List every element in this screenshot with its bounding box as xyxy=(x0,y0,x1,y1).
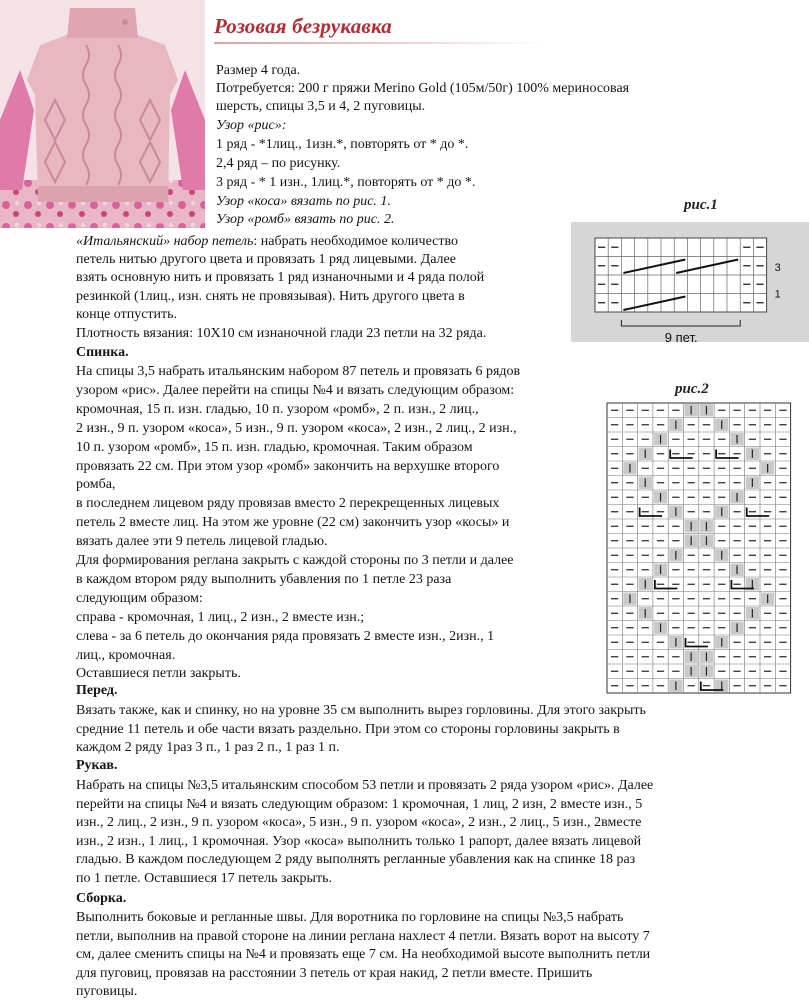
back-line: в каждом втором ряду выполнить убавления по 1 петле 23 раза xyxy=(76,571,452,587)
back-line: следующим образом: xyxy=(76,590,203,606)
assembly-line: см, далее сменить спицы на №4 и провязать еще 7 см. На необходимой высоте выполнить петли xyxy=(76,947,651,962)
back-line: в последнем лицевом ряду провязав вместо 2 перекрещенных лицевых xyxy=(76,496,500,512)
sleeve-heading: Рукав. xyxy=(76,758,118,773)
gauge-line: Плотность вязания: 10Х10 см изнаночной глади 23 петли на 32 ряда. xyxy=(76,326,487,341)
rice-row-1: 1 ряд - *1лиц., 1изн.*, повторять от * до *. xyxy=(216,137,469,152)
back-line: 2 изн., 9 п. узором «коса», 5 изн., 9 п. узором «коса», 2 изн., 2 лиц., 2 изн., xyxy=(76,420,517,436)
italian-cast-on-line-4: резинкой (1лиц., изн. снять не провязывая). Нить другого цвета в xyxy=(76,289,465,304)
materials-line-1: Потребуется: 200 г пряжи Merino Gold (105м/50г) 100% мериносовая xyxy=(216,81,630,96)
italian-cast-on-line-1 xyxy=(76,234,458,250)
rhomb-pattern-line: Узор «ромб» вязать по рис. 2. xyxy=(216,212,395,227)
back-line: справа - кромочная, 1 лиц., 2 изн., 2 вместе изн.; xyxy=(76,609,365,625)
back-line: 10 п. узором «ромб», 15 п. изн. гладью, кромочная. Таким образом xyxy=(76,439,473,455)
materials-line-2: шерсть, спицы 3,5 и 4, 2 пуговицы. xyxy=(216,99,426,114)
braid-chart xyxy=(571,222,809,342)
sleeve-line: по 1 петле. Оставшиеся 17 петель закрыть. xyxy=(76,870,332,886)
italian-cast-on-lead: «Итальянский» набор петель xyxy=(76,234,254,249)
fig1-label: рис.1 xyxy=(684,197,718,213)
rice-row-3: 3 ряд - * 1 изн., 1лиц.*, повторять от * до *. xyxy=(216,175,476,190)
italian-cast-on-line-3: взять основную нить и провязать 1 ряд изнаночными и 4 ряда полой xyxy=(76,270,485,285)
back-line: петель 2 вместе лиц. На этом же уровне (22 см) закончить узор «косы» и xyxy=(76,515,510,531)
rice-row-2: 2,4 ряд – по рисунку. xyxy=(216,156,341,171)
back-line: лиц., кромочная. xyxy=(76,647,176,663)
back-line: узором «рис». Далее перейти на спицы №4 и вязать следующим образом: xyxy=(76,382,515,398)
back-line: провязать 22 см. При этом узор «ромб» закончить на верхушке второго xyxy=(76,458,500,474)
assembly-line: петли, выполнив на правой стороне на линии реглана нахлест 4 петли. Вязать ворот на высоту 7 xyxy=(76,928,650,944)
assembly-heading: Сборка. xyxy=(76,891,127,906)
sleeve-line: Набрать на спицы №3,5 итальянским способом 53 петли и провязать 2 ряда узором «рис». Далее xyxy=(76,778,654,793)
rhomb-chart-svg xyxy=(606,402,792,694)
sleeve-line: гладью. В каждом последующем 2 ряду выполнять регланные убавления как на спинке 18 раз xyxy=(76,852,636,867)
sleeve-line: перейти на спицы №4 и вязать следующим образом: 1 кромочная, 1 лиц, 2 изн, 2 вместе изн., 5 xyxy=(76,796,643,812)
stitch-count-bracket xyxy=(621,320,740,326)
assembly-line: пуговицы. xyxy=(76,984,138,999)
back-line: слева - за 6 петель до окончания ряда провязать 2 вместе изн., 2изн., 1 xyxy=(76,628,495,644)
sleeve-line: изн., 2 лиц., 2 изн., 9 п. узором «коса», 5 изн., 9 п. узором «коса», 2 изн., 2 лиц., 5 изн., 2вместе xyxy=(76,815,642,830)
front-line: Вязать также, как и спинку, но на уровне 35 см выполнить вырез горловины. Для этого закрыть xyxy=(76,703,646,718)
braid-pattern-line: Узор «коса» вязать по рис. 1. xyxy=(216,194,391,209)
braid-chart-svg xyxy=(571,222,809,342)
back-line: вязать далее эти 9 петель лицевой гладью. xyxy=(76,534,328,550)
front-line: средние 11 петель и обе части вязать раздельно. При этом со стороны горловины закрыть в xyxy=(76,721,620,737)
pink-sweater-illustration xyxy=(0,0,205,228)
assembly-line: Выполнить боковые и регланные швы. Для воротника по горловине на спицы №3,5 набрать xyxy=(76,910,624,925)
rice-pattern-heading: Узор «рис»: xyxy=(216,118,287,133)
back-line: Оставшиеся петли закрыть. xyxy=(76,666,241,682)
italian-cast-on-line-5: конце отпустить. xyxy=(76,307,178,322)
assembly-line: для пуговиц, провязав на расстоянии 3 петель от края накид, 2 петли вместе. Пришить xyxy=(76,965,593,981)
italian-cast-on-rest: : набрать необходимое количество xyxy=(253,234,459,249)
italian-cast-on-line-2: петель нитью другого цвета и провязать 1 ряд лицевыми. Далее xyxy=(76,252,456,267)
fig2-label: рис.2 xyxy=(675,381,709,397)
row-number-1: 1 xyxy=(774,288,781,301)
stitch-count-label: 9 пет. xyxy=(664,330,698,342)
back-line: На спицы 3,5 набрать итальянским набором 87 петель и провязать 6 рядов xyxy=(76,364,521,379)
back-line: кромочная, 15 п. изн. гладью, 10 п. узором «ромб», 2 п. изн., 2 лиц., xyxy=(76,401,479,417)
rhomb-chart xyxy=(606,402,792,694)
front-line: каждом 2 ряду 1раз 3 п., 1 раз 2 п., 1 раз 1 п. xyxy=(76,740,340,755)
title-underline xyxy=(214,42,544,44)
sweater-photo xyxy=(0,0,205,228)
front-heading: Перед. xyxy=(76,683,118,698)
back-line: Для формирования реглана закрыть с каждой стороны по 3 петли и далее xyxy=(76,553,514,568)
size-line: Размер 4 года. xyxy=(216,63,301,78)
sleeve-line: изн., 2 изн., 1 лиц., 1 кромочная. Узор «коса» выполнить только 1 рапорт, далее вязать лицевой xyxy=(76,833,642,849)
back-heading: Спинка. xyxy=(76,345,129,360)
back-line: ромба, xyxy=(76,477,116,493)
row-number-3: 3 xyxy=(774,262,781,274)
page-title: Розовая безрукавка xyxy=(214,14,392,38)
